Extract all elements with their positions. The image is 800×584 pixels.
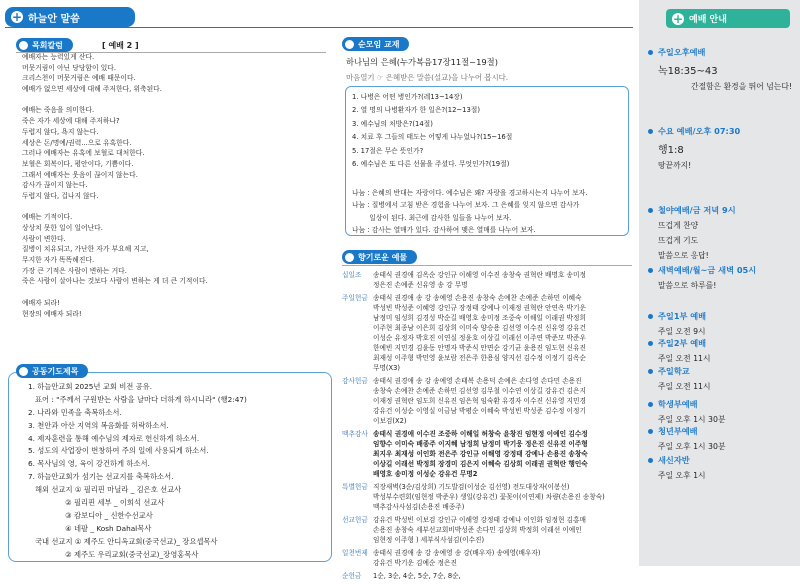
prayer-item: 국내 선교지 ① 제주도 안디옥교회(중국선교)_ 장요셉목사 [28,536,218,546]
bullet-icon [648,429,653,434]
offering-names: 최재성 이주형 박민영 윤보람 전은주 한용심 양지선 김수정 이정기 김옥순 [373,354,586,362]
offering-names: 정은진 손예준 신유영 송 강 무명 [373,281,468,289]
service-item [648,311,798,337]
offering-category: 일천번제 [342,549,368,557]
column-line: 무지한 자가 똑똑해진다. [22,256,95,265]
service-title: 철야예배/금 저녁 9시 [658,205,736,215]
service-detail: 땅끝까지! [658,161,692,170]
plus-icon: + [11,10,23,24]
prayer-item: 1. 하늘안교회 2025년 교회 비전 공유. [28,382,153,391]
service-name [648,47,798,58]
prayer-item: 3. 천안과 아산 지역의 복음화를 허락하소서. [28,420,169,430]
bullet-icon [648,341,653,346]
service-detail: 주일 오후 1시 30분 [658,415,726,424]
offering-names: 손용진 송창숙 세부선교회비박성준 손다민 김상희 박정희 이래선 이예인 [373,526,582,534]
offering-names: 배영호 송미정 이성순 강유건 무명2 [373,470,478,478]
offering-category: 주일헌금 [342,294,368,302]
column-line: 예배는 죽음을 의미한다. [22,106,95,115]
service-title: 주일오후예배 [658,47,706,57]
cell-questions [352,91,512,171]
prayer-item: ③ 캄보디아 _ 신한수선교사 [28,510,153,520]
note-item: 일상이 된다. 최근에 감사한 일들을 나누어 보자. [352,213,512,222]
prayer-item: ② 제주도 우리교회(중국선교)_장영홍목사 [28,549,199,559]
service-item [648,126,798,171]
offering-names: 직장새벽(3순/김상희) 기도발검(이성순 김선영) 전도대상자(이봉선) [373,483,570,491]
offering-category: 맥추감사 [342,430,368,438]
offering-group [342,293,632,373]
service-name [648,455,798,466]
header-rule [5,27,633,28]
bullet-icon [345,40,354,49]
column-line: 두렵지 않다, 욕지 않는다. [22,127,99,136]
column-line: 죽은 자가 세상에 대해 주저하나? [22,117,120,126]
service-item [648,338,798,364]
column-line: 예배는 기적이다. [22,213,73,222]
service-title: 주일1부 예배 [658,311,707,321]
service-name [648,205,798,216]
offering-group [342,376,632,426]
bullet-icon [648,129,653,134]
service-name [648,311,798,322]
bullet-icon [648,268,653,273]
offering-names: 남정미 임성희 김경성 박순길 배영호 송미정 조중숙 이해일 이래권 박정희 [373,314,586,322]
column-line: 크리스천이 머뭇거림은 예배 때문이다. [22,74,136,83]
service-name [648,426,798,437]
bullet-icon [648,458,653,463]
column-line: 두렵지 않다, 겁나지 않다. [22,191,99,200]
note-item: 나눔 : 질병에서 고침 받은 경험을 나누어 보자. 그 은혜를 잊지 않으면 감사가 [352,201,580,210]
question-item: 4. 치료 후 그들의 태도는 어떻게 나누었나?(15~16절 [352,133,513,142]
service-name [648,126,798,137]
service-detail: 녹18:35~43 [658,66,718,77]
offering-category: 선교헌금 [342,516,368,524]
column-subtitle: [ 예배 2 ] [102,41,139,50]
offering-group [342,482,632,512]
offering-names: 무명(X3) [373,364,400,372]
service-name [648,399,798,410]
offering-group [342,429,632,479]
bullet-icon [648,402,653,407]
prayer-item: ② 필리핀 세부 _ 이희석 선교사 [28,498,165,508]
service-detail: 주일 오전 11시 [658,382,711,391]
service-detail: 주일 오후 1시 [658,471,706,480]
service-name [648,338,798,349]
offering-group [342,515,632,545]
column-line: 질병이 치유되고, 가난한 자가 부요해 지고, [22,245,149,254]
bullet-icon [648,314,653,319]
column-line: 사람이 변한다. [22,234,66,243]
prayer-item: ④ 네팔 _ Kosh Dahal목사 [28,523,152,533]
service-item [648,47,798,92]
offering-names: 이상길 이래선 박정희 장경미 김은지 이혜숙 김상희 이래권 권혁란 행인숙 [373,460,588,468]
column-line: 그러나 예배자는 유혹에 보혈로 대처한다. [22,149,145,158]
offering-names: 강유건 이성순 이영실 이금남 박평순 이혜숙 박성빈 박성준 김수정 이정기 [373,407,586,415]
column-line [22,95,322,106]
offering-list [342,270,632,584]
offering-names: 박성부수련회(임현정 박준우) 생일(강유건) 꽃꽂이(이연제) 차량(손용진 송창숙) [373,493,605,501]
question-item: 2. 열 명의 나병환자가 한 일은?(12~13절) [352,106,480,115]
header-title: 하늘안 말씀 [28,13,80,25]
column-line: 예배자 되라! [22,298,60,307]
offering-names: 송태식 권경애 김옥순 강인규 이해영 이수진 송창숙 권혁란 배명호 송미정 [373,271,586,279]
bullet-icon [648,369,653,374]
service-title: 주일2부 예배 [658,338,707,348]
bullet-icon [19,41,28,50]
prayer-list [28,381,328,561]
offering-group [342,571,632,581]
offering-names: 박성빈 박성준 이혜영 강인규 장정태 강예나 이재정 권혁란 안연옥 박기운 [373,304,586,312]
column-line: 예배자는 능력있게 산다. [22,53,95,61]
plus-icon: + [672,11,684,26]
column-line: 현장의 예배자 되라! [22,309,82,318]
offering-names: 임향수 이미숙 배종주 이지혜 남정희 남정미 박기웅 정은진 신유진 이주형 [373,440,588,448]
offering-names: 송태식 권경애 송 강 송예영 손용진 송창숙 손예찬 손예준 손하민 이혜숙 [373,294,582,302]
offering-names: 이보검(X2) [373,417,407,425]
column-body [22,52,322,319]
offering-names: 송태식 권경애 송 강 송예영 손태복 손용덕 손예은 손다영 손다민 손용진 [373,377,582,385]
prayer-item: 해외 선교지 ① 필리핀 마닐라 _ 김은호 선교사 [28,485,182,495]
service-detail: 간절함은 환경을 뛰어 넘는다! [691,82,792,91]
service-item [648,205,798,261]
service-detail: 뜨겁게 찬양 [658,221,699,230]
offering-group [342,548,632,568]
sidebar-banner [666,9,790,28]
service-detail: 주일 오전 11시 [658,354,711,363]
offering-names: 한예빈 지민경 김윤동 안명자 박준식 안면순 강기균 윤용진 임도현 신유진 [373,344,586,352]
offering-names: 최지우 최재성 이인화 전은주 강인규 이해영 강정태 강예나 손용진 송창숙 [373,450,588,458]
service-item [648,455,798,481]
offering-names: 강유건 박성빈 이보검 강인규 이해영 강정태 강예나 이인화 임정현 김홍매 [373,516,586,524]
service-item [648,426,798,452]
offering-names: 1순, 3순, 4순, 5순, 7순, 8순, [373,572,461,580]
column-line: 그래서 예배자는 웃음이 끊이지 않는다. [22,170,138,179]
column-line: 가장 큰 기적은 사람이 변하는 거다. [22,266,127,275]
service-name [648,366,798,377]
service-detail: 주일 오전 9시 [658,327,706,336]
column-line [22,202,322,213]
prayer-item: 4. 제자훈련을 통해 예수님의 제자로 헌신하게 하소서. [28,433,200,443]
bullet-icon [648,208,653,213]
offering-names: 송태식 권경애 송 강 송예영 송 강(배우자) 송예영(배우자) [373,549,541,557]
service-item [648,366,798,392]
offering-names: 이재정 권혁란 임도희 신유진 임은혁 임숙환 유경자 이수진 신유영 지민경 [373,397,586,405]
offering-names: 송창숙 손예찬 손예준 손하민 김선영 김무철 이수연 이상길 강유건 김은지 [373,387,586,395]
service-detail: 행1:8 [658,145,684,156]
offering-label: 향기로운 예물 [342,250,417,264]
prayer-label: 공동기도제목 [16,364,88,378]
column-line: 죽은 사람이 살아나는 것보다 사람이 변하는 게 더 큰 기적이다. [22,277,208,286]
sidebar-title: 예배 안내 [689,15,727,25]
prayer-item: 표어 : "주께서 구원받는 사람을 날마다 더하게 하시니라" (행2:47) [28,394,247,404]
service-title: 학생부예배 [658,399,698,409]
service-detail: 뜨겁게 기도 [658,236,699,245]
service-detail: 말씀으로 하루를! [658,281,717,290]
note-item: 나눔 : 은혜의 반대는 자랑이다. 예수님은 왜? 자랑을 경고하시는지 나누어 보자. [352,189,588,197]
column-line [22,287,322,298]
prayer-item: 7. 하늘안교회가 섬기는 선교지를 축복하소서. [28,472,174,482]
prayer-item: 6. 목사님의 영, 육이 강건하게 하소서. [28,459,150,469]
column-line: 보혈은 회복이다, 평안이다, 기쁨이다. [22,159,134,168]
offering-group [342,270,632,290]
service-title: 새벽예배/월~금 새벽 05시 [658,265,757,275]
offering-category: 십일조 [342,271,362,279]
service-item [648,399,798,425]
bullet-icon [19,367,28,376]
service-item [648,265,798,291]
column-label: 목회칼럼 [16,38,73,52]
prayer-item: 2. 나라와 민족을 축복하소서. [28,407,122,417]
offering-category: 순헌금 [342,572,362,580]
question-item: 1. 나병은 어떤 병인가?(레13~14장) [352,93,463,101]
service-title: 새신자반 [658,455,690,465]
offering-names: 이성순 유정자 박호진 이연실 정윤호 이상길 이래선 이주연 박준모 박준우 [373,334,586,342]
offering-rule [342,265,632,266]
cell-label: 순모임 교재 [342,37,409,51]
prayer-item: 5. 성도의 사업장이 번창하여 주의 일에 사용되게 하소서. [28,446,209,456]
bullet-icon [345,253,354,262]
cell-notes [352,187,587,236]
service-detail: 주일 오후 1시 30분 [658,442,726,451]
offering-names: 맥추감사사섬김(손용진 배종주) [373,503,465,511]
bullet-icon [648,50,653,55]
service-name [648,265,798,276]
column-line: 머뭇거림이 아닌 당당함이 있다. [22,63,116,72]
column-line: 세상은 돈/명예/권력...으로 유혹한다. [22,138,132,147]
service-title: 수요 예배/오후 07:30 [658,126,741,136]
question-item: 6. 예수님은 또 다른 선물을 주셨다. 무엇인가?(19절) [352,159,510,168]
column-line: 예배가 없으면 세상에 대해 주저한다, 위축된다. [22,85,162,94]
column-line: 감사가 끊이지 않는다. [22,181,88,190]
offering-names: 송태식 권경애 이수진 조중하 이해일 허창숙 윤창진 임현정 이예인 김수정 [373,430,588,438]
service-title: 청년부예배 [658,426,698,436]
service-detail: 말씀으로 응답! [658,251,709,260]
offering-category: 특별헌금 [342,483,368,491]
offering-names: 강유건 박기운 김예순 정은진 [373,559,457,567]
offering-names: 임현정 이주형 ) 세부식사섬김(이수진) [373,536,485,544]
cell-subtitle: 마음열기 ☞ 은혜받은 말씀(설교)을 나누어 봅시다. [346,73,509,82]
question-item: 3. 예수님의 처방은?(14절) [352,119,433,128]
note-item: 나눔 : 감사는 열매가 있다. 감사하여 맺은 열매를 나누어 보자. [352,225,536,234]
offering-category: 감사헌금 [342,377,368,385]
cell-title: 하나님의 은혜(누가복음17장11절~19절) [346,57,498,67]
service-title: 주일학교 [658,366,690,376]
question-item: 5. 17절은 무슨 뜻인가? [352,146,424,155]
offering-names: 이주현 최종남 이은희 김상희 이미숙 양승용 김선영 이수진 신유영 강유건 [373,324,586,332]
column-line: 상상치 못한 일이 일어난다. [22,224,103,232]
header-banner [5,7,135,27]
